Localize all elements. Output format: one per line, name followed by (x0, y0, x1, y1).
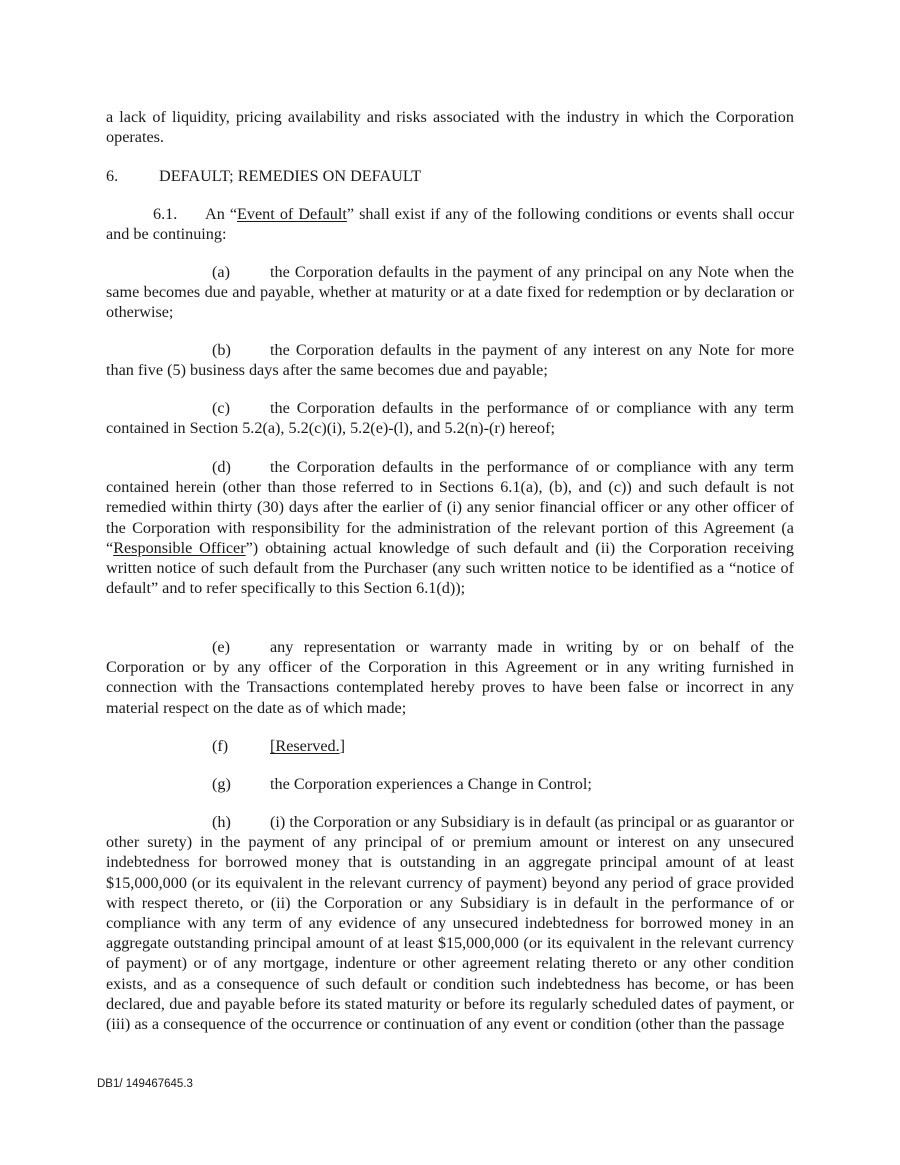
item-f: (f) [Reserved.] (212, 737, 346, 755)
item-g: (g) the Corporation experiences a Change in Control; (212, 775, 592, 793)
clause-6-1: 6.1. An “Event of Default” shall exist if any of the following conditions or events shall occur and be continuing: (106, 205, 795, 244)
defined-term-responsible-officer: Responsible Officer (113, 538, 246, 557)
item-a: (a) the Corporation defaults in the payment of any principal on any Note when the same becomes due and payable, whether at maturity or at a date fixed for redemption or by declaration or otherwise; (106, 263, 794, 322)
paragraph-continuation: a lack of liquidity, pricing availability and risks associated with the industry in which the Corporation operates. (106, 108, 794, 147)
clause-number: 6.1. (153, 205, 178, 223)
reserved-text: [Reserved. (270, 737, 340, 755)
item-d: (d) the Corporation defaults in the performance of or compliance with any term contained herein (other than those referred to in Sections 6.1(a), (b), and (c)) and such default is not remedied within thirty (30) days after the earlier of (i) any senior financial officer or any other officer of the Corporation with responsibility for the administration of the relevant portion of this Agreement (a “Responsible Officer”) obtaining actual knowledge of such default and (ii) the Corporation receiving written notice of such default from the Purchaser (any such written notice to be identified as a “notice of default” and to refer specifically to this Section 6.1(d)); (106, 458, 794, 598)
section-heading (106, 166, 794, 186)
defined-term-event-of-default: Event of Default (237, 205, 347, 223)
section-title: DEFAULT; REMEDIES ON DEFAULT (159, 167, 422, 185)
document-footer-id: DB1/ 149467645.3 (97, 1078, 193, 1090)
item-c: (c) the Corporation defaults in the performance of or compliance with any term contained in Section 5.2(a), 5.2(c)(i), 5.2(e)-(l), and 5.2(n)-(r) hereof; (106, 399, 794, 438)
item-b: (b) the Corporation defaults in the payment of any interest on any Note for more than five (5) business days after the same becomes due and payable; (106, 341, 794, 380)
item-e: (e) any representation or warranty made in writing by or on behalf of the Corporation or by any officer of the Corporation in this Agreement or in any writing furnished in connection with the Transactions contemplated hereby proves to have been false or incorrect in any material respect on the date as of which made; (106, 638, 794, 717)
item-h: (h) (i) the Corporation or any Subsidiary is in default (as principal or as guarantor or other surety) in the payment of any principal of or premium amount or interest on any unsecured indebtedness for borrowed money that is outstanding in an aggregate principal amount of at least $15,000,000 (or its equivalent in the relevant currency of payment) beyond any period of grace provided with respect thereto, or (ii) the Corporation or any Subsidiary is in default in the performance of or compliance with any term of any evidence of any unsecured indebtedness for borrowed money in an aggregate outstanding principal amount of at least $15,000,000 (or its equivalent in the relevant currency of payment) or of any mortgage, indenture or other agreement relating thereto or any other condition exists, and as a consequence of such default or condition such indebtedness has become, or has been declared, due and payable before its stated maturity or before its regularly scheduled dates of payment, or (iii) as a consequence of the occurrence or continuation of any event or condition (other than the passage (106, 813, 794, 1034)
section-number: 6. (106, 167, 119, 185)
